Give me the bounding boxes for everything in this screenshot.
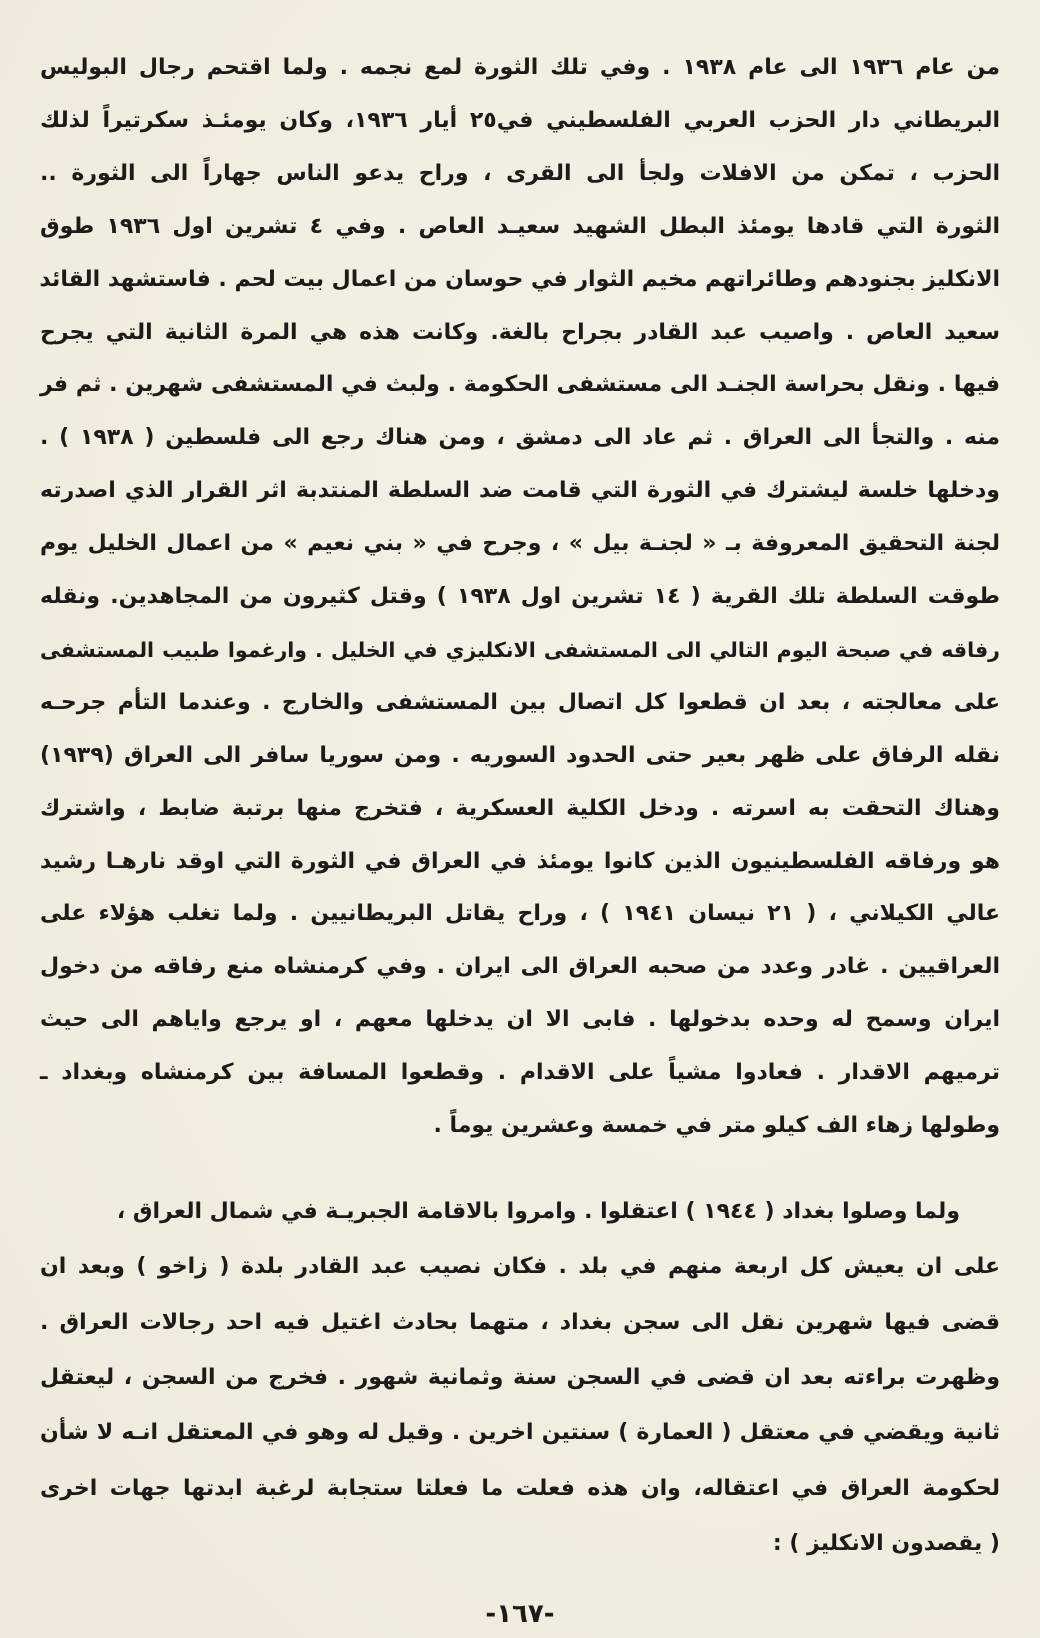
text-line: على معالجته ، بعد ان قطعوا كل اتصال بين المستشفى والخارج . وعندما التأم جرحـه <box>40 689 1000 715</box>
text-line: ( يقصدون الانكليز ) : <box>772 1530 1000 1556</box>
text-line: عالي الكيلاني ، ( ٢١ نيسان ١٩٤١ ) ، وراح يقاتل البريطانيين . ولما تغلب هؤلاء على <box>40 901 1001 927</box>
text-line: لحكومة العراق في اعتقاله، وان هذه فعلت ما فعلتا ستجابة لرغبة ابدتها جهات اخرى <box>40 1475 1000 1501</box>
text-line: ولما وصلوا بغداد ( ١٩٤٤ ) اعتقلوا . وامروا بالاقامة الجبريـة في شمال العراق ، <box>116 1199 960 1224</box>
text-line: منه . والتجأ الى العراق . ثم عاد الى دمشق ، ومن هناك رجع الى فلسطين ( ١٩٣٨ ) . <box>40 425 1000 451</box>
page-number: -١٦٧- <box>485 1599 555 1629</box>
text-line: نقله الرفاق على ظهر بعير حتى الحدود السوريه . ومن سوريا سافر الى العراق (١٩٣٩) <box>40 742 1000 768</box>
text-line: قضى فيها شهرين نقل الى سجن بغداد ، متهما بحادث اغتيل فيه احد رجالات العراق . <box>40 1309 1000 1335</box>
text-line: ترميهم الاقدار . فعادوا مشياً على الاقدام . وقطعوا المسافة بين كرمنشاه وبغداد ـ <box>40 1060 1000 1086</box>
text-line: ايران وسمح له وحده بدخولها . فابى الا ان يدخلها معهم ، او يرجع واياهم الى حيث <box>40 1007 1000 1033</box>
text-line: طوقت السلطة تلك القرية ( ١٤ تشرين اول ١٩٣٨ ) وقتل كثيرون من المجاهدين. ونقله <box>40 584 1001 609</box>
text-line: فيها . ونقل بحراسة الجنـد الى مستشفى الحكومة . ولبث في المستشفى شهرين . ثم فر <box>40 372 1000 398</box>
text-line: العراقيين . غادر وعدد من صحبه العراق الى ايران . وفي كرمنشاه منع رفاقه من دخول <box>40 954 1000 980</box>
text-line: الانكليز بجنودهم وطائراتهم مخيم الثوار في حوسان من اعمال بيت لحم . فاستشهد القائد <box>39 266 1000 292</box>
text-line: الحزب ، تمكن من الافلات ولجأ الى القرى ، وراح يدعو الناس جهاراً الى الثورة .. <box>40 160 1000 186</box>
text-line: وهناك التحقت به اسرته . ودخل الكلية العسكرية ، فتخرج منها برتبة ضابط ، واشترك <box>40 795 1000 821</box>
text-line: وطولها زهاء الف كيلو متر في خمسة وعشرين يوماً . <box>433 1113 1000 1138</box>
text-line: وظهرت براءته بعد ان قضى في السجن سنة وثمانية شهور . فخرج من السجن ، ليعتقل <box>40 1364 1000 1390</box>
text-line: على ان يعيش كل اربعة منهم في بلد . فكان نصيب عبد القادر بلدة ( زاخو ) وبعد ان <box>40 1254 1000 1280</box>
text-line: سعيد العاص . واصيب عبد القادر بجراح بالغة. وكانت هذه هي المرة الثانية التي يجرح <box>40 319 1000 345</box>
text-line: ثانية ويقضي في معتقل ( العمارة ) سنتين اخرين . وقيل له وهو في المعتقل انـه لا شأن <box>40 1420 1000 1446</box>
text-line: الثورة التي قادها يومئذ البطل الشهيد سعيـد العاص . وفي ٤ تشرين اول ١٩٣٦ طوق <box>40 213 1001 239</box>
text-line: رفاقه في صبحة اليوم التالي الى المستشفى الانكليزي في الخليل . وارغموا طبيب المستشفى <box>40 637 1000 662</box>
text-line: ودخلها خلسة ليشترك في الثورة التي قامت ضد السلطة المنتدبة اثر القرار الذي اصدرته <box>40 478 1000 504</box>
text-line: لجنة التحقيق المعروفة بـ « لجنـة بيل » ، وجرح في « بني نعيم » من اعمال الخليل يوم <box>40 531 1000 557</box>
text-line: هو ورفاقه الفلسطينيون الذين كانوا يومئذ في العراق في الثورة التي اوقد نارهـا رشيد <box>40 848 1000 874</box>
text-line: من عام ١٩٣٦ الى عام ١٩٣٨ . وفي تلك الثورة لمع نجمه . ولما اقتحم رجال البوليس <box>40 55 1000 80</box>
text-line: البريطاني دار الحزب العربي الفلسطيني في٢٥ أيار ١٩٣٦، وكان يومئـذ سكرتيراً لذلك <box>40 107 1001 133</box>
